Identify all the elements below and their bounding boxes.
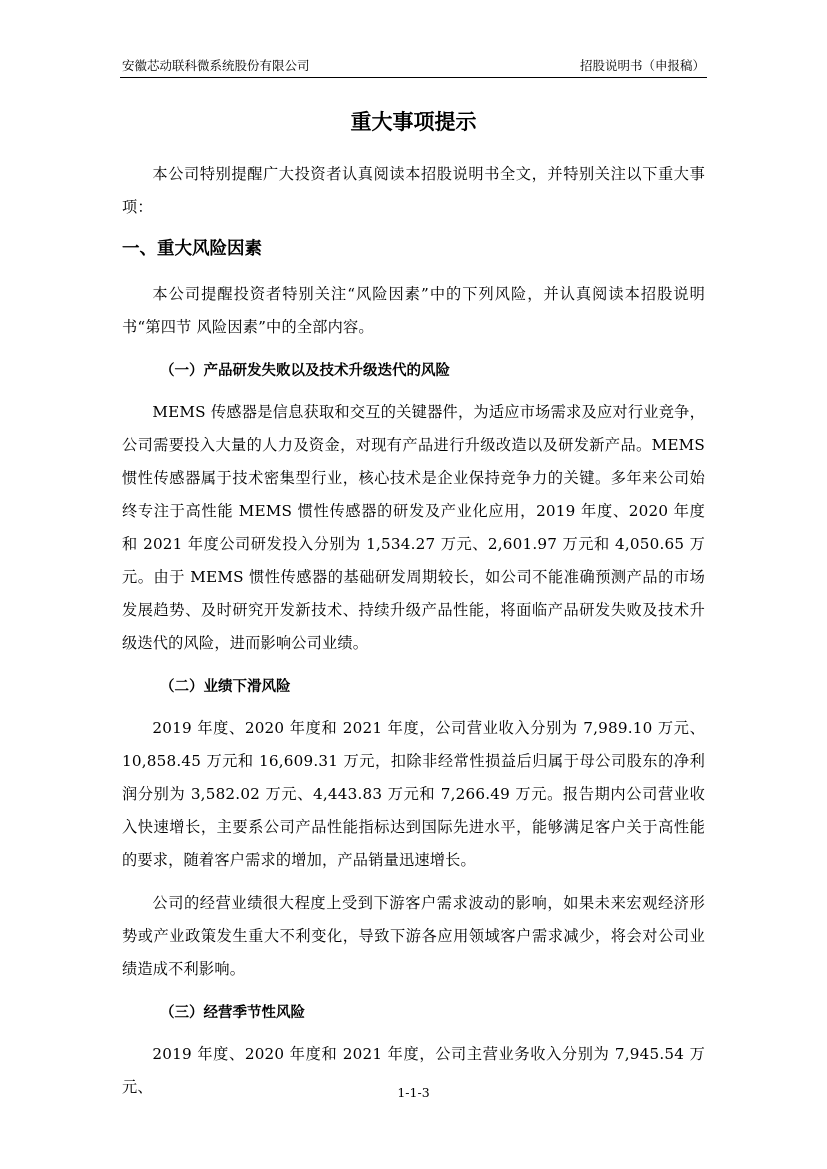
running-header: [122, 56, 705, 76]
performance-risk-paragraph-2: 公司的经营业绩很大程度上受到下游客户需求波动的影响，如果未来宏观经济形势或产业政策发生重大不利变化，导致下游各应用领域客户需求减少，将会对公司业绩造成不利影响。: [122, 894, 705, 978]
section-heading-risk-factors: 一、重大风险因素: [122, 239, 262, 259]
seasonality-risk-paragraph: 2019 年度、2020 年度和 2021 年度，公司主营业务收入分别为 7,945.54 万元、: [122, 1045, 705, 1096]
page-number: 1-1-3: [397, 1085, 430, 1100]
rd-risk-paragraph: MEMS 传感器是信息获取和交互的关键器件，为适应市场需求及应对行业竞争，公司需要投入大量的人力及资金，对现有产品进行升级改造以及研发新产品。MEMS 惯性传感器属于技术密集型行业，核心技术是企业保持竞争力的关键。多年来公司始终专注于高性能 MEMS 惯性传感器的研发及产业化应用，2019 年度、2020 年度和 2021 年度公司研发投入分别为 1,534.27 万元、2,601.97 万元和 4,050.65 万元。由于 MEMS 惯性传感器的基础研发周期较长，如公司不能准确预测产品的市场发展趋势、及时研究开发新技术、持续升级产品性能，将面临产品研发失败及技术升级迭代的风险，进而影响公司业绩。: [122, 403, 705, 652]
subsection-heading-rd-risk: （一）产品研发失败以及技术升级迭代的风险: [160, 363, 450, 379]
subsection-heading-seasonality-risk: （三）经营季节性风险: [160, 1005, 305, 1021]
section-intro-paragraph: 本公司提醒投资者特别关注“风险因素”中的下列风险，并认真阅读本招股说明书“第四节 风险因素”中的全部内容。: [122, 285, 705, 336]
intro-paragraph: 本公司特别提醒广大投资者认真阅读本招股说明书全文，并特别关注以下重大事项：: [122, 165, 705, 216]
page-body: [122, 104, 705, 1114]
subsection-heading-performance-risk: （二）业绩下滑风险: [160, 679, 291, 695]
header-document-type: 招股说明书（申报稿）: [579, 58, 705, 73]
header-divider: [120, 77, 707, 78]
header-company-name: 安徽芯动联科微系统股份有限公司: [122, 58, 310, 73]
page-title: 重大事项提示: [350, 110, 477, 134]
performance-risk-paragraph-1: 2019 年度、2020 年度和 2021 年度，公司营业收入分别为 7,989.10 万元、10,858.45 万元和 16,609.31 万元，扣除非经常性损益后归属于母公司股东的净利润分别为 3,582.02 万元、4,443.83 万元和 7,266.49 万元。报告期内公司营业收入快速增长，主要系公司产品性能指标达到国际先进水平，能够满足客户关于高性能的要求，随着客户需求的增加，产品销量迅速增长。: [122, 719, 705, 869]
